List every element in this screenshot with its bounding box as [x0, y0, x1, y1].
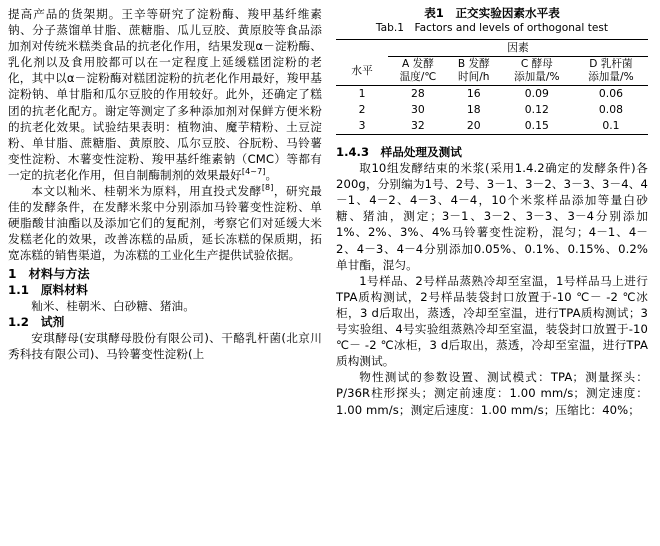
header-level: 水平 — [351, 63, 373, 77]
paragraph-tail: 。 — [265, 167, 278, 182]
cell-level: 1 — [358, 87, 366, 100]
section-heading-1-1 — [8, 282, 322, 298]
reference-marker: [4~7] — [241, 167, 266, 177]
reference-marker: [8] — [261, 183, 274, 193]
right-column — [336, 6, 648, 546]
header-line1: B 发酵 — [457, 58, 490, 70]
table-row — [336, 102, 648, 118]
section-number: 1.4.3 — [336, 145, 370, 159]
cell-factor-c: 0.09 — [524, 87, 549, 100]
header-line2: 温度/℃ — [399, 71, 437, 83]
table-row — [336, 86, 648, 103]
paragraph-text-rest: ，研究最佳的发酵条件，在发酵米浆中分别添加马铃薯变性淀粉、单硬脂酸甘油酯以及添加它们的复配剂，考察它们对延缓大米发糕老化的效果，改善冻糕的品质，延长冻糕的保质期，拓宽冻糕的销售渠道，为冻糕的工业化生产提供试验依据。 — [8, 184, 323, 263]
header-line2: 添加量/% — [514, 71, 560, 83]
cell-factor-b: 18 — [466, 103, 481, 116]
header-line1: D 乳杆菌 — [589, 58, 633, 70]
header-factor-c — [500, 57, 574, 86]
section-title: 材料与方法 — [28, 266, 90, 281]
section-title: 样品处理及测试 — [380, 145, 462, 159]
paragraph-tpa-parameters: 物性测试的参数设置、测试模式：TPA；测量探头：P/36R柱形探头；测定前速度：1.00 mm/s；测定速度：1.00 mm/s；测定后速度：1.00 mm/s；压缩比：40%； — [336, 370, 648, 417]
paragraph-reagents: 安琪酵母(安琪酵母股份有限公司)、干酪乳杆菌(北京川秀科技有限公司)、马铃薯变性淀粉(上 — [8, 330, 322, 361]
section-heading-1-2 — [8, 314, 322, 330]
paragraph-tpa-procedure: 1号样品、2号样品蒸熟冷却至室温，1号样品马上进行TPA质构测试，2号样品装袋封口放置于-10 ℃－ -2 ℃冰柜，3 d后取出，蒸透，冷却至室温，进行TPA质构测试；3号实验组、4号实验组蒸熟冷却至室温，装袋封口放置于-10 ℃－ -2 ℃冰柜，3 d后取出，蒸透，冷却至室温，进行TPA质构测试。 — [336, 273, 648, 369]
cell-factor-a: 32 — [388, 118, 448, 135]
paragraph-sample-prep: 取10组发酵结束的米浆(采用1.4.2确定的发酵条件)各200g，分别编为1号、2号、3－1、3－2、3－3、3－4、4－1、4－2、4－3、4－4，10个米浆样品添加等量白砂糖、猪油，测定；3－1、3－2、3－3、3－4分别添加1%、2%、3%、4%马铃薯变性淀粉，混匀；4－1、4－2、4－3、4－4分别添加0.05%、0.1%、0.15%、0.2%单甘酯，混匀。 — [336, 161, 648, 272]
cell-level: 3 — [336, 118, 388, 135]
cell-factor-d: 0.06 — [598, 87, 623, 100]
orthogonal-test-table — [336, 39, 648, 135]
section-number: 1 — [8, 266, 17, 281]
header-factor-a — [388, 57, 448, 86]
header-line2: 添加量/% — [588, 71, 634, 83]
header-factor-b — [448, 57, 500, 86]
section-title: 试剂 — [40, 314, 65, 329]
cell-factor-b: 20 — [448, 118, 500, 135]
cell-factor-d: 0.08 — [598, 103, 623, 116]
section-number: 1.2 — [8, 314, 29, 329]
cell-factor-a: 30 — [411, 103, 425, 116]
cell-factor-c: 0.12 — [524, 103, 549, 116]
group-header-factors: 因素 — [388, 40, 648, 57]
section-title: 原料材料 — [40, 282, 88, 297]
header-line2: 时间/h — [458, 71, 490, 83]
table-row — [336, 118, 648, 135]
cell-level: 2 — [358, 103, 366, 116]
table-block — [336, 6, 648, 135]
paragraph-materials: 籼米、桂朝米、白砂糖、猪油。 — [31, 298, 195, 313]
paragraph-continuation — [8, 6, 322, 183]
paragraph-text: 本文以籼米、桂朝米为原料，用直投式发酵 — [31, 184, 262, 199]
paragraph-study-aim — [8, 183, 322, 263]
section-heading-1 — [8, 266, 322, 282]
paragraph-text: 提高产品的货架期。王辛等研究了淀粉酶、羧甲基纤维素钠、分子蒸馏单甘脂、蔗糖脂、瓜儿豆胶、黄原胶等食品添加剂对传统米糕类食品的抗老化作用，结果发现α－淀粉酶、乳化剂以及食用胶都可以在一定程度上延缓糕团淀粉的老化，其中以α－淀粉酶对糕团淀粉的抗老化作用最好，羧甲基淀粉钠、单甘脂和瓜尔豆胶的作用较好。此外，还确定了糕团的抗老化配方。谢定等测定了多种添加剂对保鲜方便米粉的抗老化效果。试验结果表明：植物油、魔芋精粉、土豆淀粉、单甘脂、蔗糖脂、黄原胶、瓜尔豆胶、谷朊粉、马铃薯变性淀粉、木薯变性淀粉、羧甲基纤维素钠（CMC）等都有一定的抗老化作用，但自制酶制剂的效果最好 — [8, 7, 322, 182]
left-column — [8, 6, 322, 546]
header-line1: A 发酵 — [402, 58, 434, 70]
header-factor-d — [574, 57, 648, 86]
table-row-group-header — [336, 40, 648, 57]
table-row-column-headers — [336, 57, 648, 86]
table-caption-cn: 表1 正交实验因素水平表 — [424, 6, 560, 20]
section-number: 1.1 — [8, 282, 29, 297]
cell-factor-a: 28 — [411, 87, 425, 100]
cell-factor-c: 0.15 — [500, 118, 574, 135]
cell-factor-d: 0.1 — [574, 118, 648, 135]
section-heading-1-4-3 — [336, 144, 648, 160]
empty-corner-cell — [336, 40, 388, 57]
header-line1: C 酵母 — [520, 58, 553, 70]
table-caption-en: Tab.1 Factors and levels of orthogonal test — [375, 22, 609, 34]
cell-factor-b: 16 — [466, 87, 481, 100]
